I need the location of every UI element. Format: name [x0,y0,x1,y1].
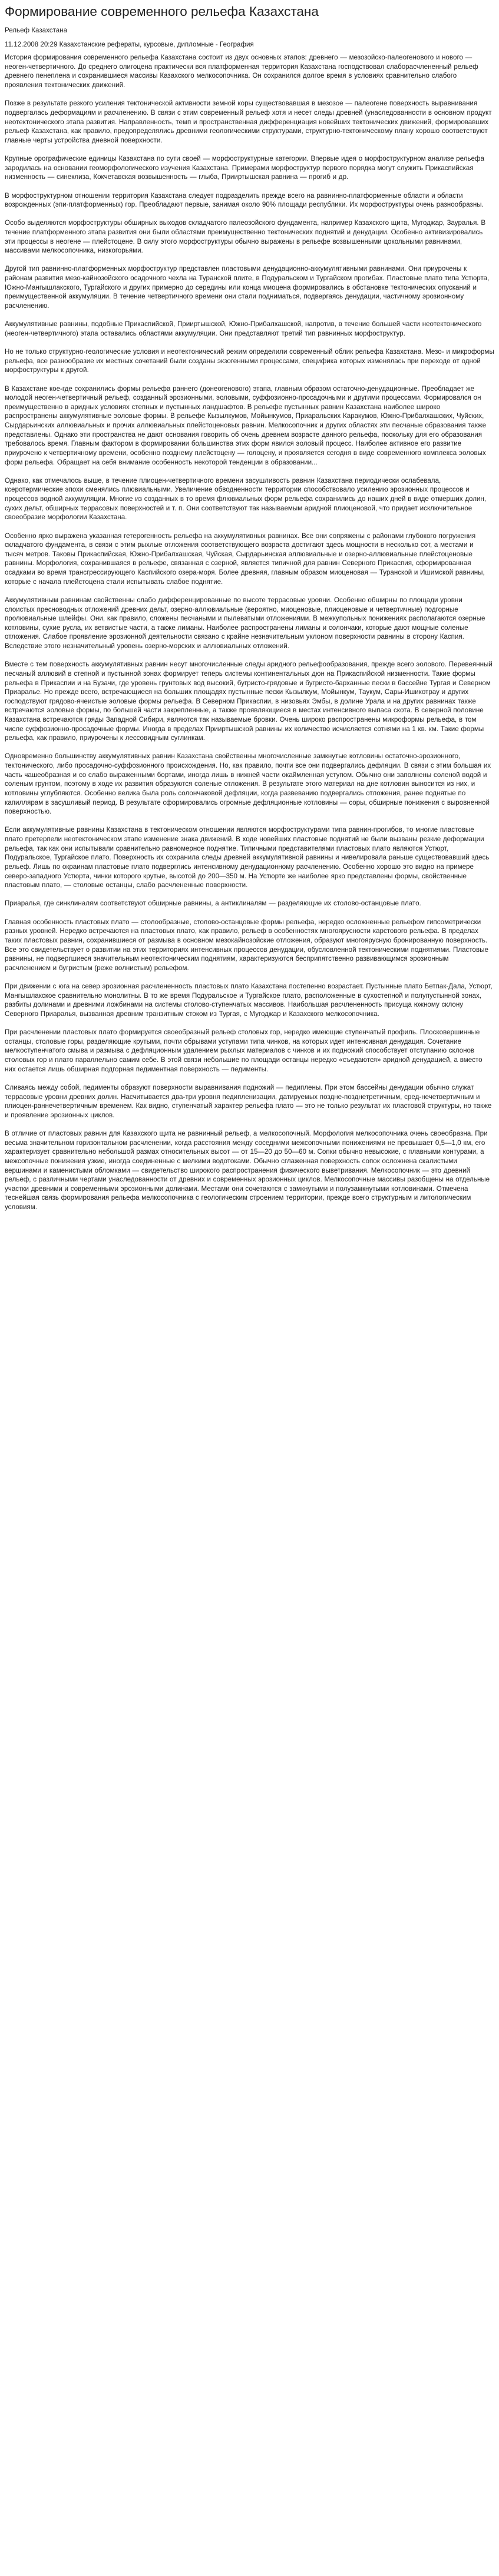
paragraph: В отличие от пластовых равнин для Казахского щита не равнинный рельеф, а мелкосопочный. Морфология мелкосопочника очень своеобразна. При весьма значительном горизонтальном расчленении, когда расстояния между соседними межсопочными понижениями не превышает 0,5—1,0 км, его характеризует сравнительно небольшой размах относительных высот — от 15—20 до 50—60 м. Сопки обычно невысокие, с плавными контурами, а межсопочные понижения узкие, иногда соединенные с мелкими водотоками. Обычно сглаженная поверхность сопок осложнена скалистыми вершинами и каменистыми обломками — свидетельство широкого распространения физического выветривания. Мелкосопочник — это древний рельеф, с различными чертами унаследованности от древних и современных эрозионных циклов. Мелкосопочные массивы разобщены на отдельные участки древними и современными эрозионными долинами. Местами они сочетаются с замкнутыми и полузамкнутыми котловинами. Отмечена теснейшая связь формирования рельефа мелкосопочника с геологическим строением территории, прежде всего структурным и литологическим условиям. [5,1130,490,1211]
article-body [5,53,494,1211]
paragraph: История формирования современного рельефа Казахстана состоит из двух основных этапов: древнего — мезозойско-палеогенового и нового — неоген-четвертичного. До среднего олигоцена практически вся платформенная территория Казахстана господствовал слабораcчлененный рельеф древнего пенеплена и сохранившиеся массивы Казахского мелкосопочника. Он сохранился долгое время в условиях сравнительно слабого проявления тектонических движений. [5,54,478,89]
paragraph: При расчленении пластовых плато формируется своеобразный рельеф столовых гор, нередко имеющие ступенчатый профиль. Плосковершинные останцы, столовые горы, разделяющие крутыми, почти обрывами уступами типа чинков, на которых идет интенсивная денудация. Сочетание мелкоступенчатого смыва и размыва с дефляционным удалением рыхлых материалов с чинков и их подножий способствует отступанию склонов столовых гор и плато параллельно самим себе. В этой связи небольшие по площади останцы нередко «съедаются» аридной денудацией, а вместо них остается лишь обширная подгорная педиментная поверхность — педименты. [5,1028,483,1073]
paragraph: Крупные орографические единицы Казахстана по сути своей — морфоструктурные категории. Впервые идея о морфоструктурном анализе рельефа зародилась на основании геоморфологического изучения Казахстана. Примерами морфоструктур первого порядка могут служить Прикаспийская низменность — синеклиза, Кокчетавская возвышенность — глыба, Прииртышская равнина — прогиб и др. [5,155,484,181]
paragraph: Сливаясь между собой, педименты образуют поверхности выравнивания подножий — педиплены. При этом бассейны денудации обычно служат террасовые уровни древних долин. Насчитывается два-три уровня педипленизации, датируемых поздне-позднетретичным, сред-нечетвертичным и плиоцен-раннечетвертичным временем. Как видно, ступенчатый характер рельефа плато — это не только результат их пластовой структуры, но также и проявление эрозионных циклов. [5,1083,492,1119]
paragraph: В Казахстане кое-где сохранились формы рельефа раннего (донеогенового) этапа, главным образом остаточно-денудационные. Преобладает же молодой неоген-четвертичный рельеф, созданный эрозионными, эоловыми, суффозионно-просадочными и другими процессами. Формировался он преимущественно в аридных условиях степных и пустынных ландшафтов. В рельефе пустынных равнин Казахстана наиболее широко распространены аккумулятивные эоловые формы. В рельефе Кызылкумов, Мойынкумов, Приаральских Каракумов, Южно-Прибалхашских, Чуйских, Сырдарьинских аллювиальных и прочих аллювиальных плейстоценовых равнин. Мелкосопочник и других областях эти песчаные образования также представлены. Однако эти пространства не дают основания говорить об очень древнем возрасте данного рельефа, поскольку для его образования требовалось время. Главным фактором в формировании большинства этих форм явился эоловый процесс. Наиболее активное его развитие приурочено к четвертичному времени, особенно позднему плейстоцену — голоцену, и проявляется сегодня в виде современного комплекса эоловых форм рельефа. Обращает на себя внимание особенность некоторой тенденции в образовании... [5,384,487,466]
paragraph: Вместе с тем поверхность аккумулятивных равнин несут многочисленные следы аридного рельефообразования, прежде всего эолового. Перевеянный песчаный аллювий в степной и пустынной зонах формирует теперь системы континентальных дюн на Прикаспийской низменности. Такие формы рельефа в Прикаспии и на Бузачи, где уровень грунтовых вод высокий, бугристо-грядовые и бугристо-барханные пески в бассейне Тургая и Северном Приаралье. Но прежде всего, встречающиеся на больших площадях пустынные пески Кызылкум, Мойынкум, Таукум, Сары-Ишикотрау и других господствуют грядово-ячеистые эоловые формы рельефа. В Северном Прикаспии, в низовьях Эмбы, в долине Урала и на других равнинах также встречаются эоловые формы, по большей части закрепленные, а также проявляющиеся в местах интенсивного выпаса скота. В северной половине Казахстана встречаются гряды Западной Сибири, являются так называемые бровки. Очень широко распространены микроформы рельефа, в том числе суффозионно-просадочные формы. Иногда в пределах Прииртышской равнины их количество исчисляется сотнями на 1 кв. км. Такие формы рельефа, как правило, приурочены к лессовидным суглинкам. [5,660,493,742]
article-meta: 11.12.2008 20:29 Казахстанские рефераты, курсовые, дипломные - География [5,40,254,48]
paragraph: Особо выделяются морфоструктуры обширных выходов складчатого палеозойского фундамента, например Казахского щита, Мугоджар, Зауралья. В течение платформенного этапа развития они были областями преимущественно тектонических поднятий и денудации. Особенно активизировались эти процессы в неогене — плейстоцене. В силу этого морфоструктуры обычно выражены в рельефе возвышенными цокольными равнинами, массивами мелкосопочника, низкогорьями. [5,219,486,255]
paragraph: В морфоструктурном отношении территория Казахстана следует подразделить прежде всего на равнинно-платформенные области и области возрожденных (эпи-платформенных) гор. Преобладают первые, занимая около 90% площади республики. Их морфоструктуры очень разнообразны. [5,191,484,209]
paragraph: Особенно ярко выражена указанная гетерогенность рельефа на аккумулятивных равнинах. Все они сопряжены с районами глубокого погружения складчатого фундамента, в связи с этим рыхлые отложения соответствующего возраста достигают здесь мощности в несколько сот, а местами и тысяч метров. Таковы Прикаспийская, Южно-Прибалхашская, Чуйская, Сырдарьинская аллювиальные и озерно-аллювиальные плейстоценовые равнины. Морфология, сохранившаяся в рельефе, связанная с озерной, является типичной для равнин Северного Прикаспия, сформированная осадками во время трансгрессирующего Каспийского озера-моря. Более древняя, главным образом миоценовая — Туранской и Ишимской равнины, которые с начала плейстоцена стали испытывать слабое поднятие. [5,532,485,586]
article-source: Рельеф Казахстана [5,26,68,34]
paragraph: Если аккумулятивные равнины Казахстана в тектоническом отношении являются морфоструктурами типа равнин-прогибов, то многие пластовые плато претерпели неотектоническом этапе изменение знака движений. В ходе новейших пластовые поднятий не были вызваны резкие деформации рельефа, так как они испытывали сравнительно равномерное поднятие. Типичными представителями пластовых плато являются Устюрт, Подуральское, Тургайское плато. Поверхность их сохранила следы древней аккумулятивной равнины и нивелировала раньше существовавший здесь рельеф. Лишь по окраинам пластовые плато подверглись интенсивному денудационному расчленению. Особенно хорошо это видно на примере северо-западного Устюрта, чинки которого крутые, высотой до 200—350 м. На Устюрте же наиболее ярко представлены формы, свойственные пластовым плато, — столовые останцы, слабо расчлененные поверхности. [5,826,490,889]
paragraph: Но не только структурно-геологические условия и неотектонический режим определили современный облик рельефа Казахстана. Мезо- и микроформы рельефа, все разнообразие их местных сочетаний были созданы экзогенными процессами, специфика которых изменялась при переходе от одной морфоструктуры к другой. [5,348,494,374]
paragraph: Однако, как отмечалось выше, в течение плиоцен-четвертичного времени засушливость равнин Казахстана периодически ослабевала, ксеротермические эпохи сменялись плювиальными. Увеличение обводненности территории способствовало усилению эрозионных процессов и процессов водной аккумуляции. Многие из созданных в то время флювиальных форм рельефа сохранились до наших дней в виде отмерших долин, сухих дельт, обширных террасовых поверхностей и т. п. Они соответствуют так называемым аридной плиоценовой, что придает исключительное своеобразие морфологии Казахстана. [5,476,487,522]
paragraph: Одновременно большинству аккумулятивных равнин Казахстана свойственны многочисленные замкнутые котловины остаточно-эрозионного, тектонического, либо просадочно-суффозионного происхождения. Но, как правило, почти все они подвергались дефляции. В связи с этим большая их часть чашеобразная и со слабо выраженными бортами, иногда лишь в нижней части окаймленная уступом. Обычно они заполнены соленой водой и соленым грунтом, поэтому в ходе их развития образуются соленые отложения. В результате этого материал на дне котловин выносится из них, и котловины углубляются. Особенно велика была роль солончаковой дефляции, когда развеванию подвергались отложения, ранее поднятые по капиллярам в засушливый период. В результате сформировались огромные дефляционные котловины — соры, обширные понижения с выровненной поверхностью. [5,752,491,816]
paragraph: Аккумулятивным равнинам свойственны слабо дифференцированные по высоте террасовые уровни. Особенно обширны по площади уровни слоистых пресноводных отложений древних дельт, озерно-аллювиальные (вероятно, миоценовые, плиоценовые и четвертичные) подгорные пролювиальные шлейфы. Они, как правило, сложены песчаными и пылеватыми отложениями. В межкупольных понижениях располагаются озерные котловины, сухие русла, их ветвистые части, а также лиманы. Наиболее распространены лиманы и солончаки, которые дают мощные соленые отложения. Слабое проявление эрозионной деятельности связано с крайне незначительным уклоном поверхности равнины в сторону Каспия. Вследствие этого незначительный уровень озерно-морских и аллювиальных отложений. [5,596,485,650]
paragraph: Аккумулятивные равнины, подобные Прикаспийской, Прииртышской, Южно-Прибалхашской, напротив, в течение большей части неотектонического (неоген-четвертичного) этапа оставались областями аккумуляции. Они представляют третий тип равнинных морфоструктур. [5,320,482,337]
paragraph: Приаралья, где синклиналям соответствуют обширные равнины, а антиклиналям — разделяющие их столово-останцовые плато. [5,899,421,908]
article-title: Формирование современного рельефа Казахстана [5,4,319,19]
article [0,0,499,1212]
paragraph: Другой тип равнинно-платформенных морфоструктур представлен пластовыми денудационно-аккумулятивными равнинами. Они приурочены к районам развития мезо-кайнозойского осадочного чехла на Туранской плите, в Подуральском и Тургайском прогибах. Пластовые плато типа Устюрта, Южно-Мангышлакского, Тургайского и других примерно до середины или конца миоцена формировались в обстановке тектонических опусканий и преимущественной аккумуляции. В течение четвертичного времени они стали подниматься, подвергаясь денудации, частичному эрозионному расчленению. [5,265,490,310]
paragraph: Главная особенность пластовых плато — столообразные, столово-останцовые формы рельефа, нередко осложненные рельефом гипсометрически разных уровней. Нередко встречаются на пластовых плато, как правило, рельеф в особенностях многоярусности карстового рельефа. В пределах таких пластовых равнин, сохранившиеся от размыва в основном мезокайнозойские отложения, образуют многоярусную бронированную поверхность. Все это свидетельствует о развитии на этих территориях интенсивных процессов денудации, обусловленной тектоническими поднятиями. Пластовые равнины, не подвергшиеся значительным неотектоническим поднятиям, характеризуются бесприпятственно развивающимся эрозионным расчленением и бугристым (реже волнистым) рельефом. [5,918,488,972]
paragraph: Позже в результате резкого усиления тектонической активности земной коры существовавшая в мезозое — палеогене поверхность выравнивания подвергалась деформациям и расчленению. В связи с этим современный рельеф хотя и несет следы древней (унаследованности в основном продукт неотектонического этапа развития. Направленность, темп и пространственная дифференциация новейших тектонических движений, формировавших рельеф Казахстана, как правило, предопределялись древними геологическими структурами, структурно-тектоническому плану хорошо соответствуют главные черты устройства дневной поверхности. [5,99,492,144]
paragraph: При движении с юга на север эрозионная расчлененность пластовых плато Казахстана постепенно возрастает. Пустынные плато Бетпак-Дала, Устюрт, Мангышлакское сравнительно монолитны. В то же время Подуральское и Тургайское плато, расположенные в сухостепной и полупустынной зонах, разбиты долинами и древними ложбинами на системы столово-ступенчатых массивов. Наибольшая расчлененность присуща южному склону Северного Приаралья, вызванная древним транзитным стоком из Тургая, с Мугоджар и Казахского мелкосопочника. [5,982,493,1018]
